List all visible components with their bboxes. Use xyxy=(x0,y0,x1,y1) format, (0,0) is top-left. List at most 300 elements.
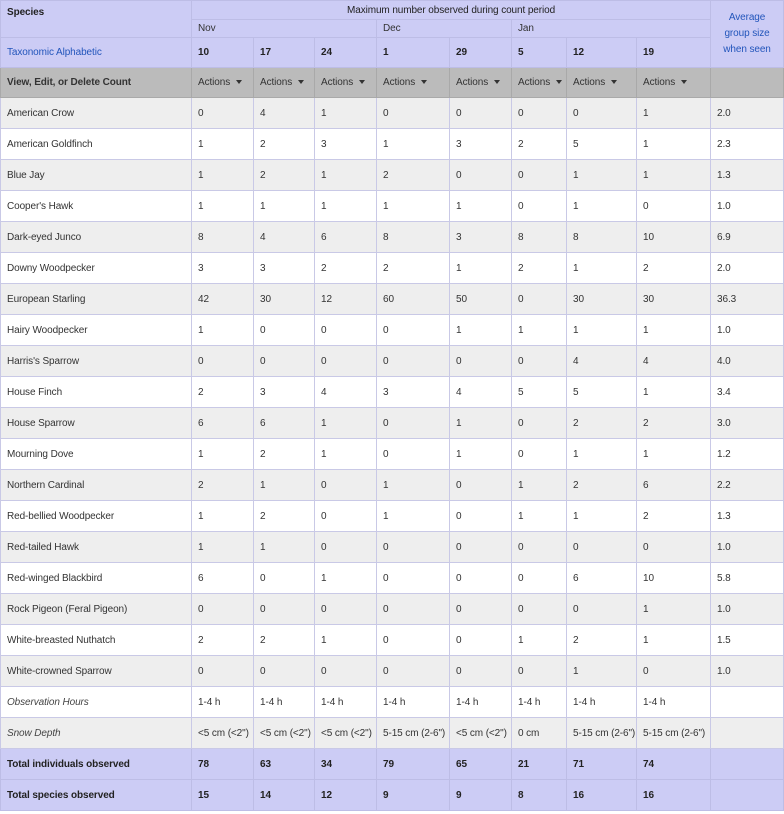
count-cell: 2 xyxy=(254,160,315,191)
count-cell: 0 xyxy=(450,532,512,563)
count-cell: 1 xyxy=(377,129,450,160)
count-cell: 0 xyxy=(450,625,512,656)
count-cell: 0 xyxy=(377,625,450,656)
total-individuals-label: Total individuals observed xyxy=(1,749,192,780)
species-name: Mourning Dove xyxy=(1,439,192,470)
total-species-cell: 12 xyxy=(315,780,377,811)
average-cell: 1.5 xyxy=(711,625,784,656)
count-cell: 0 xyxy=(192,656,254,687)
actions-label: Actions xyxy=(198,77,231,88)
count-cell: 1 xyxy=(254,532,315,563)
count-cell: 2 xyxy=(254,501,315,532)
snow-depth-cell: 5-15 cm (2-6") xyxy=(637,718,711,749)
actions-label: Actions xyxy=(456,77,489,88)
count-cell: 2 xyxy=(377,160,450,191)
avg-label-line3: when seen xyxy=(723,44,771,55)
count-cell: 2 xyxy=(512,253,567,284)
species-name: Northern Cardinal xyxy=(1,470,192,501)
species-name: House Finch xyxy=(1,377,192,408)
species-name: American Crow xyxy=(1,98,192,129)
average-cell: 1.2 xyxy=(711,439,784,470)
total-individuals-cell: 34 xyxy=(315,749,377,780)
count-cell: 1 xyxy=(192,129,254,160)
count-cell: 0 xyxy=(377,656,450,687)
count-cell: 0 xyxy=(512,98,567,129)
species-row xyxy=(1,160,784,191)
count-cell: 0 xyxy=(254,346,315,377)
count-cell: 0 xyxy=(315,315,377,346)
count-cell: 1 xyxy=(377,501,450,532)
count-date-day: 1 xyxy=(377,38,450,68)
count-cell: 1 xyxy=(567,315,637,346)
count-cell: 4 xyxy=(567,346,637,377)
count-cell: 0 xyxy=(377,315,450,346)
observation-hours-cell: 1-4 h xyxy=(512,687,567,718)
actions-label: Actions xyxy=(383,77,416,88)
count-cell: 3 xyxy=(377,377,450,408)
snow-depth-cell: <5 cm (<2") xyxy=(450,718,512,749)
count-cell: 1 xyxy=(377,191,450,222)
species-name: White-crowned Sparrow xyxy=(1,656,192,687)
species-name: Red-winged Blackbird xyxy=(1,563,192,594)
total-species-label: Total species observed xyxy=(1,780,192,811)
count-cell: 0 xyxy=(315,532,377,563)
total-individuals-cell: 74 xyxy=(637,749,711,780)
average-cell: 1.3 xyxy=(711,160,784,191)
count-cell: 0 xyxy=(512,160,567,191)
count-cell: 0 xyxy=(377,408,450,439)
species-name: Harris's Sparrow xyxy=(1,346,192,377)
count-date-day: 19 xyxy=(637,38,711,68)
count-cell: 0 xyxy=(315,594,377,625)
count-cell: 1 xyxy=(377,470,450,501)
species-row xyxy=(1,377,784,408)
species-row xyxy=(1,594,784,625)
count-cell: 1 xyxy=(567,191,637,222)
count-cell: 2 xyxy=(567,625,637,656)
species-row xyxy=(1,532,784,563)
count-cell: 0 xyxy=(450,160,512,191)
count-cell: 3 xyxy=(450,222,512,253)
count-cell: 3 xyxy=(254,377,315,408)
count-cell: 0 xyxy=(512,594,567,625)
avg-label-line2: group size xyxy=(724,28,770,39)
snow-depth-cell: <5 cm (<2") xyxy=(254,718,315,749)
count-cell: 2 xyxy=(567,408,637,439)
count-cell: 0 xyxy=(512,284,567,315)
count-cell: 4 xyxy=(254,98,315,129)
total-individuals-cell: 79 xyxy=(377,749,450,780)
actions-dropdown[interactable] xyxy=(377,68,450,98)
count-date-day: 10 xyxy=(192,38,254,68)
count-cell: 2 xyxy=(192,377,254,408)
count-cell: 2 xyxy=(192,625,254,656)
count-cell: 1 xyxy=(637,160,711,191)
caret-down-icon xyxy=(236,80,242,84)
count-cell: 1 xyxy=(637,98,711,129)
count-cell: 10 xyxy=(637,222,711,253)
actions-label: Actions xyxy=(573,77,606,88)
count-cell: 2 xyxy=(512,129,567,160)
total-species-cell: 8 xyxy=(512,780,567,811)
count-cell: 0 xyxy=(254,563,315,594)
observation-hours-empty xyxy=(711,687,784,718)
count-cell: 1 xyxy=(512,625,567,656)
count-cell: 2 xyxy=(567,470,637,501)
species-name: Dark-eyed Junco xyxy=(1,222,192,253)
count-date-day: 17 xyxy=(254,38,315,68)
average-cell: 2.0 xyxy=(711,98,784,129)
snow-depth-cell: <5 cm (<2") xyxy=(315,718,377,749)
count-cell: 0 xyxy=(377,594,450,625)
snow-depth-cell: <5 cm (<2") xyxy=(192,718,254,749)
count-cell: 10 xyxy=(637,563,711,594)
count-cell: 0 xyxy=(377,346,450,377)
month-label: Jan xyxy=(512,20,711,38)
total-species-cell: 16 xyxy=(567,780,637,811)
observation-hours-label: Observation Hours xyxy=(1,687,192,718)
total-individuals-empty xyxy=(711,749,784,780)
count-cell: 1 xyxy=(254,191,315,222)
species-name: House Sparrow xyxy=(1,408,192,439)
count-cell: 1 xyxy=(637,594,711,625)
observation-hours-cell: 1-4 h xyxy=(567,687,637,718)
count-cell: 6 xyxy=(254,408,315,439)
count-cell: 1 xyxy=(637,439,711,470)
average-cell: 1.0 xyxy=(711,532,784,563)
count-cell: 42 xyxy=(192,284,254,315)
count-cell: 0 xyxy=(450,501,512,532)
count-cell: 1 xyxy=(450,439,512,470)
count-cell: 1 xyxy=(637,315,711,346)
count-cell: 1 xyxy=(567,656,637,687)
count-cell: 0 xyxy=(512,191,567,222)
count-cell: 0 xyxy=(192,594,254,625)
count-cell: 0 xyxy=(254,656,315,687)
species-row xyxy=(1,470,784,501)
caret-down-icon xyxy=(556,80,562,84)
count-cell: 5 xyxy=(512,377,567,408)
actions-dropdown[interactable] xyxy=(254,68,315,98)
species-name: Red-bellied Woodpecker xyxy=(1,501,192,532)
count-cell: 2 xyxy=(637,408,711,439)
species-row xyxy=(1,346,784,377)
caret-down-icon xyxy=(421,80,427,84)
count-cell: 0 xyxy=(567,532,637,563)
count-cell: 50 xyxy=(450,284,512,315)
actions-label: Actions xyxy=(260,77,293,88)
snow-depth-empty xyxy=(711,718,784,749)
count-date-day: 29 xyxy=(450,38,512,68)
total-species-row xyxy=(1,780,784,811)
total-individuals-cell: 78 xyxy=(192,749,254,780)
count-cell: 0 xyxy=(192,346,254,377)
observation-hours-cell: 1-4 h xyxy=(192,687,254,718)
count-cell: 6 xyxy=(637,470,711,501)
count-cell: 1 xyxy=(567,160,637,191)
species-row xyxy=(1,98,784,129)
species-row xyxy=(1,408,784,439)
count-cell: 1 xyxy=(315,563,377,594)
average-cell: 1.3 xyxy=(711,501,784,532)
count-cell: 1 xyxy=(192,532,254,563)
total-species-cell: 9 xyxy=(450,780,512,811)
count-date-day: 12 xyxy=(567,38,637,68)
count-cell: 0 xyxy=(512,408,567,439)
count-cell: 12 xyxy=(315,284,377,315)
summary-body xyxy=(1,687,784,811)
average-cell: 3.0 xyxy=(711,408,784,439)
count-cell: 0 xyxy=(512,439,567,470)
species-row xyxy=(1,315,784,346)
count-cell: 1 xyxy=(567,253,637,284)
caret-down-icon xyxy=(611,80,617,84)
count-cell: 1 xyxy=(315,191,377,222)
count-cell: 1 xyxy=(450,253,512,284)
count-cell: 6 xyxy=(315,222,377,253)
count-cell: 4 xyxy=(315,377,377,408)
month-label: Dec xyxy=(377,20,512,38)
count-cell: 2 xyxy=(637,501,711,532)
species-name: Cooper's Hawk xyxy=(1,191,192,222)
count-cell: 1 xyxy=(450,408,512,439)
count-cell: 5 xyxy=(567,129,637,160)
count-cell: 1 xyxy=(315,439,377,470)
taxonomic-alphabetic-sort-link[interactable]: Taxonomic Alphabetic xyxy=(1,38,192,68)
count-cell: 1 xyxy=(254,470,315,501)
month-label: Nov xyxy=(192,20,377,38)
actions-row-empty xyxy=(711,68,784,98)
average-cell: 2.3 xyxy=(711,129,784,160)
day-row xyxy=(1,38,784,68)
count-cell: 8 xyxy=(567,222,637,253)
count-cell: 1 xyxy=(450,315,512,346)
count-cell: 2 xyxy=(254,625,315,656)
total-species-cell: 9 xyxy=(377,780,450,811)
count-cell: 0 xyxy=(377,98,450,129)
species-row xyxy=(1,501,784,532)
count-cell: 0 xyxy=(315,470,377,501)
count-cell: 60 xyxy=(377,284,450,315)
observation-hours-cell: 1-4 h xyxy=(254,687,315,718)
species-name: Downy Woodpecker xyxy=(1,253,192,284)
count-cell: 0 xyxy=(377,563,450,594)
count-cell: 4 xyxy=(637,346,711,377)
species-header: Species xyxy=(1,1,192,38)
count-cell: 1 xyxy=(567,439,637,470)
count-cell: 0 xyxy=(450,346,512,377)
count-cell: 0 xyxy=(512,563,567,594)
snow-depth-label: Snow Depth xyxy=(1,718,192,749)
count-cell: 0 xyxy=(567,594,637,625)
total-species-cell: 15 xyxy=(192,780,254,811)
count-cell: 0 xyxy=(450,470,512,501)
count-cell: 0 xyxy=(377,439,450,470)
species-row xyxy=(1,222,784,253)
count-cell: 1 xyxy=(315,625,377,656)
average-cell: 3.4 xyxy=(711,377,784,408)
total-individuals-cell: 71 xyxy=(567,749,637,780)
actions-dropdown[interactable] xyxy=(512,68,567,98)
average-cell: 4.0 xyxy=(711,346,784,377)
species-name: Red-tailed Hawk xyxy=(1,532,192,563)
actions-label: Actions xyxy=(321,77,354,88)
actions-dropdown[interactable] xyxy=(315,68,377,98)
actions-dropdown[interactable] xyxy=(450,68,512,98)
snow-depth-row xyxy=(1,718,784,749)
species-row xyxy=(1,563,784,594)
count-cell: 2 xyxy=(254,129,315,160)
caret-down-icon xyxy=(494,80,500,84)
count-cell: 30 xyxy=(254,284,315,315)
count-cell: 1 xyxy=(512,315,567,346)
count-cell: 1 xyxy=(450,191,512,222)
count-cell: 0 xyxy=(637,191,711,222)
caret-down-icon xyxy=(681,80,687,84)
count-cell: 3 xyxy=(450,129,512,160)
count-cell: 30 xyxy=(637,284,711,315)
count-cell: 4 xyxy=(450,377,512,408)
count-cell: 6 xyxy=(192,563,254,594)
species-body xyxy=(1,98,784,687)
average-cell: 6.9 xyxy=(711,222,784,253)
species-name: Rock Pigeon (Feral Pigeon) xyxy=(1,594,192,625)
snow-depth-cell: 5-15 cm (2-6") xyxy=(377,718,450,749)
species-row xyxy=(1,191,784,222)
average-cell: 2.0 xyxy=(711,253,784,284)
count-cell: 0 xyxy=(254,594,315,625)
average-group-size-header xyxy=(711,1,784,68)
total-species-cell: 14 xyxy=(254,780,315,811)
count-cell: 5 xyxy=(567,377,637,408)
species-name: American Goldfinch xyxy=(1,129,192,160)
count-cell: 8 xyxy=(512,222,567,253)
average-cell: 36.3 xyxy=(711,284,784,315)
count-cell: 3 xyxy=(315,129,377,160)
species-row xyxy=(1,284,784,315)
actions-label: Actions xyxy=(518,77,551,88)
count-cell: 0 xyxy=(450,98,512,129)
count-cell: 2 xyxy=(377,253,450,284)
count-cell: 3 xyxy=(254,253,315,284)
count-cell: 1 xyxy=(512,501,567,532)
species-name: White-breasted Nuthatch xyxy=(1,625,192,656)
total-species-empty xyxy=(711,780,784,811)
average-cell: 5.8 xyxy=(711,563,784,594)
species-row xyxy=(1,439,784,470)
count-cell: 8 xyxy=(192,222,254,253)
count-cell: 2 xyxy=(637,253,711,284)
count-cell: 3 xyxy=(192,253,254,284)
count-cell: 6 xyxy=(192,408,254,439)
count-cell: 0 xyxy=(192,98,254,129)
count-cell: 1 xyxy=(192,160,254,191)
count-cell: 2 xyxy=(315,253,377,284)
actions-row xyxy=(1,68,784,98)
count-cell: 1 xyxy=(192,315,254,346)
count-cell: 2 xyxy=(192,470,254,501)
count-cell: 0 xyxy=(637,532,711,563)
snow-depth-cell: 5-15 cm (2-6") xyxy=(567,718,637,749)
count-cell: 0 xyxy=(254,315,315,346)
species-name: European Starling xyxy=(1,284,192,315)
species-row xyxy=(1,656,784,687)
species-name: Blue Jay xyxy=(1,160,192,191)
count-cell: 4 xyxy=(254,222,315,253)
count-cell: 1 xyxy=(192,191,254,222)
count-cell: 0 xyxy=(450,563,512,594)
observation-hours-row xyxy=(1,687,784,718)
average-cell: 1.0 xyxy=(711,594,784,625)
average-cell: 1.0 xyxy=(711,656,784,687)
species-row xyxy=(1,129,784,160)
average-cell: 2.2 xyxy=(711,470,784,501)
count-cell: 0 xyxy=(567,98,637,129)
count-cell: 1 xyxy=(315,160,377,191)
actions-label: Actions xyxy=(643,77,676,88)
observation-hours-cell: 1-4 h xyxy=(450,687,512,718)
species-name: Hairy Woodpecker xyxy=(1,315,192,346)
species-row xyxy=(1,625,784,656)
total-individuals-row xyxy=(1,749,784,780)
avg-label-line1: Average xyxy=(728,12,766,23)
average-cell: 1.0 xyxy=(711,191,784,222)
count-cell: 0 xyxy=(512,532,567,563)
count-cell: 0 xyxy=(315,656,377,687)
count-cell: 1 xyxy=(192,501,254,532)
count-cell: 30 xyxy=(567,284,637,315)
count-cell: 1 xyxy=(637,377,711,408)
count-cell: 1 xyxy=(315,408,377,439)
observation-hours-cell: 1-4 h xyxy=(637,687,711,718)
count-cell: 0 xyxy=(450,594,512,625)
count-cell: 0 xyxy=(512,656,567,687)
total-individuals-cell: 65 xyxy=(450,749,512,780)
count-cell: 0 xyxy=(512,346,567,377)
count-cell: 0 xyxy=(450,656,512,687)
actions-row-label: View, Edit, or Delete Count xyxy=(1,68,192,98)
caret-down-icon xyxy=(359,80,365,84)
count-cell: 2 xyxy=(254,439,315,470)
count-cell: 1 xyxy=(512,470,567,501)
observation-hours-cell: 1-4 h xyxy=(315,687,377,718)
count-date-day: 24 xyxy=(315,38,377,68)
count-cell: 1 xyxy=(637,625,711,656)
species-row xyxy=(1,253,784,284)
count-cell: 0 xyxy=(315,346,377,377)
count-cell: 1 xyxy=(315,98,377,129)
actions-dropdown[interactable] xyxy=(567,68,637,98)
caret-down-icon xyxy=(298,80,304,84)
count-cell: 1 xyxy=(192,439,254,470)
count-cell: 0 xyxy=(377,532,450,563)
actions-dropdown[interactable] xyxy=(192,68,254,98)
total-species-cell: 16 xyxy=(637,780,711,811)
count-cell: 0 xyxy=(315,501,377,532)
actions-dropdown[interactable] xyxy=(637,68,711,98)
total-individuals-cell: 21 xyxy=(512,749,567,780)
average-cell: 1.0 xyxy=(711,315,784,346)
count-cell: 6 xyxy=(567,563,637,594)
count-cell: 1 xyxy=(637,129,711,160)
count-date-day: 5 xyxy=(512,38,567,68)
total-individuals-cell: 63 xyxy=(254,749,315,780)
max-observed-header: Maximum number observed during count period xyxy=(192,1,711,20)
count-cell: 8 xyxy=(377,222,450,253)
observation-hours-cell: 1-4 h xyxy=(377,687,450,718)
snow-depth-cell: 0 cm xyxy=(512,718,567,749)
count-cell: 1 xyxy=(567,501,637,532)
